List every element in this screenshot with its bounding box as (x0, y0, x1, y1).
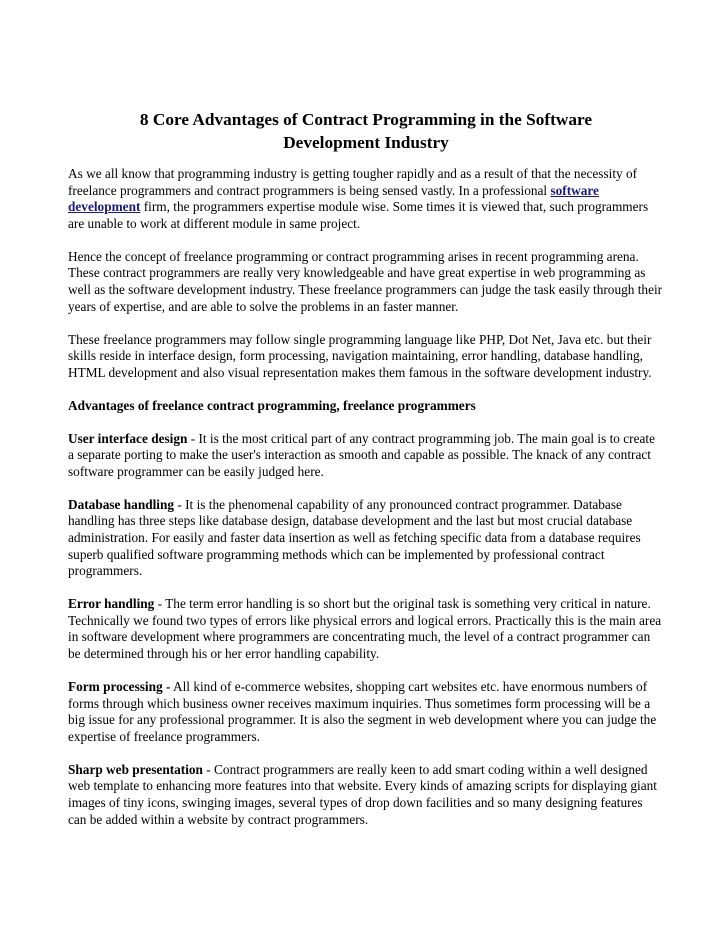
page-title: 8 Core Advantages of Contract Programming in the Software Development Industry (139, 110, 593, 152)
advantage-text: - It is the most critical part of any contract programming job. The main goal is to create a separate porting to make the user's interaction as smooth and capable as possible. The knack of any contract software programmer can be easily judged here. (68, 430, 655, 479)
intro-text-after-link: firm, the programmers expertise module wise. Some times it is viewed that, such programmers are unable to work at different module in same project. (68, 199, 649, 231)
advantage-term: Form processing - (68, 678, 171, 694)
section-heading: Advantages of freelance contract programming, freelance programmers (68, 397, 476, 413)
advantage-term: User interface design (68, 430, 188, 446)
paragraph-concept: Hence the concept of freelance programming or contract programming arises in recent programming arena. These contract programmers are really very knowledgeable and have great expertise in web programming as well as the software development industry. These freelance programmers can judge the task easily through their years of expertise, and are able to solve the problems in an faster manner. (68, 248, 663, 314)
paragraph-skills: These freelance programmers may follow single programming language like PHP, Dot Net, Java etc. but their skills reside in interface design, form processing, navigation maintaining, error handling, database handling, HTML development and also visual representation makes them famous in the software development industry. (68, 331, 652, 380)
advantage-text: All kind of e-commerce websites, shopping cart websites etc. have enormous numbers of forms through which business owner receives maximum inquiries. Thus sometimes form processing will be a big issue for any professional programmer. It is also the segment in web development where you can judge the expertise of freelance programmers. (68, 678, 657, 744)
advantage-text: - The term error handling is so short but the original task is something very critical in nature. Technically we found two types of errors like physical errors and logical errors. Practically this is the main area in software development where programmers are concentrating much, the level of a contract programmer can be determined through his or her error handling capability. (68, 596, 662, 661)
advantage-term: Error handling (68, 596, 155, 612)
advantage-text: - It is the phenomenal capability of any pronounced contract programmer. Database handling has three steps like database design, database development and the last but most crucial database administration. For easily and faster data insertion as well as fetching specific data from a database requires superb qualified software programming methods which can be implemented by professional contract programmers. (68, 496, 641, 579)
advantage-user-interface-design (68, 431, 664, 481)
advantage-term: Sharp web presentation (68, 761, 203, 777)
advantage-text: - Contract programmers are really keen to add smart coding within a well designed web template to enhancing more features into that website. Every kinds of amazing scripts for displaying giant images of tiny icons, swinging images, several types of drop down facilities and so many designing features can be added within a website by contract programmers. (68, 761, 657, 827)
advantage-database-handling (68, 497, 664, 580)
advantage-form-processing (68, 679, 664, 745)
document-page (68, 108, 664, 845)
intro-paragraph (68, 166, 664, 232)
intro-text-before-link: As we all know that programming industry is getting tougher rapidly and as a result of that the necessity of freelance programmers and contract programmers is being sensed vastly. In a professional (68, 166, 638, 198)
advantage-term: Database handling (68, 496, 175, 512)
advantage-error-handling (68, 596, 664, 662)
software-development-link[interactable]: software development (68, 182, 599, 215)
advantage-sharp-web-presentation (68, 762, 664, 828)
